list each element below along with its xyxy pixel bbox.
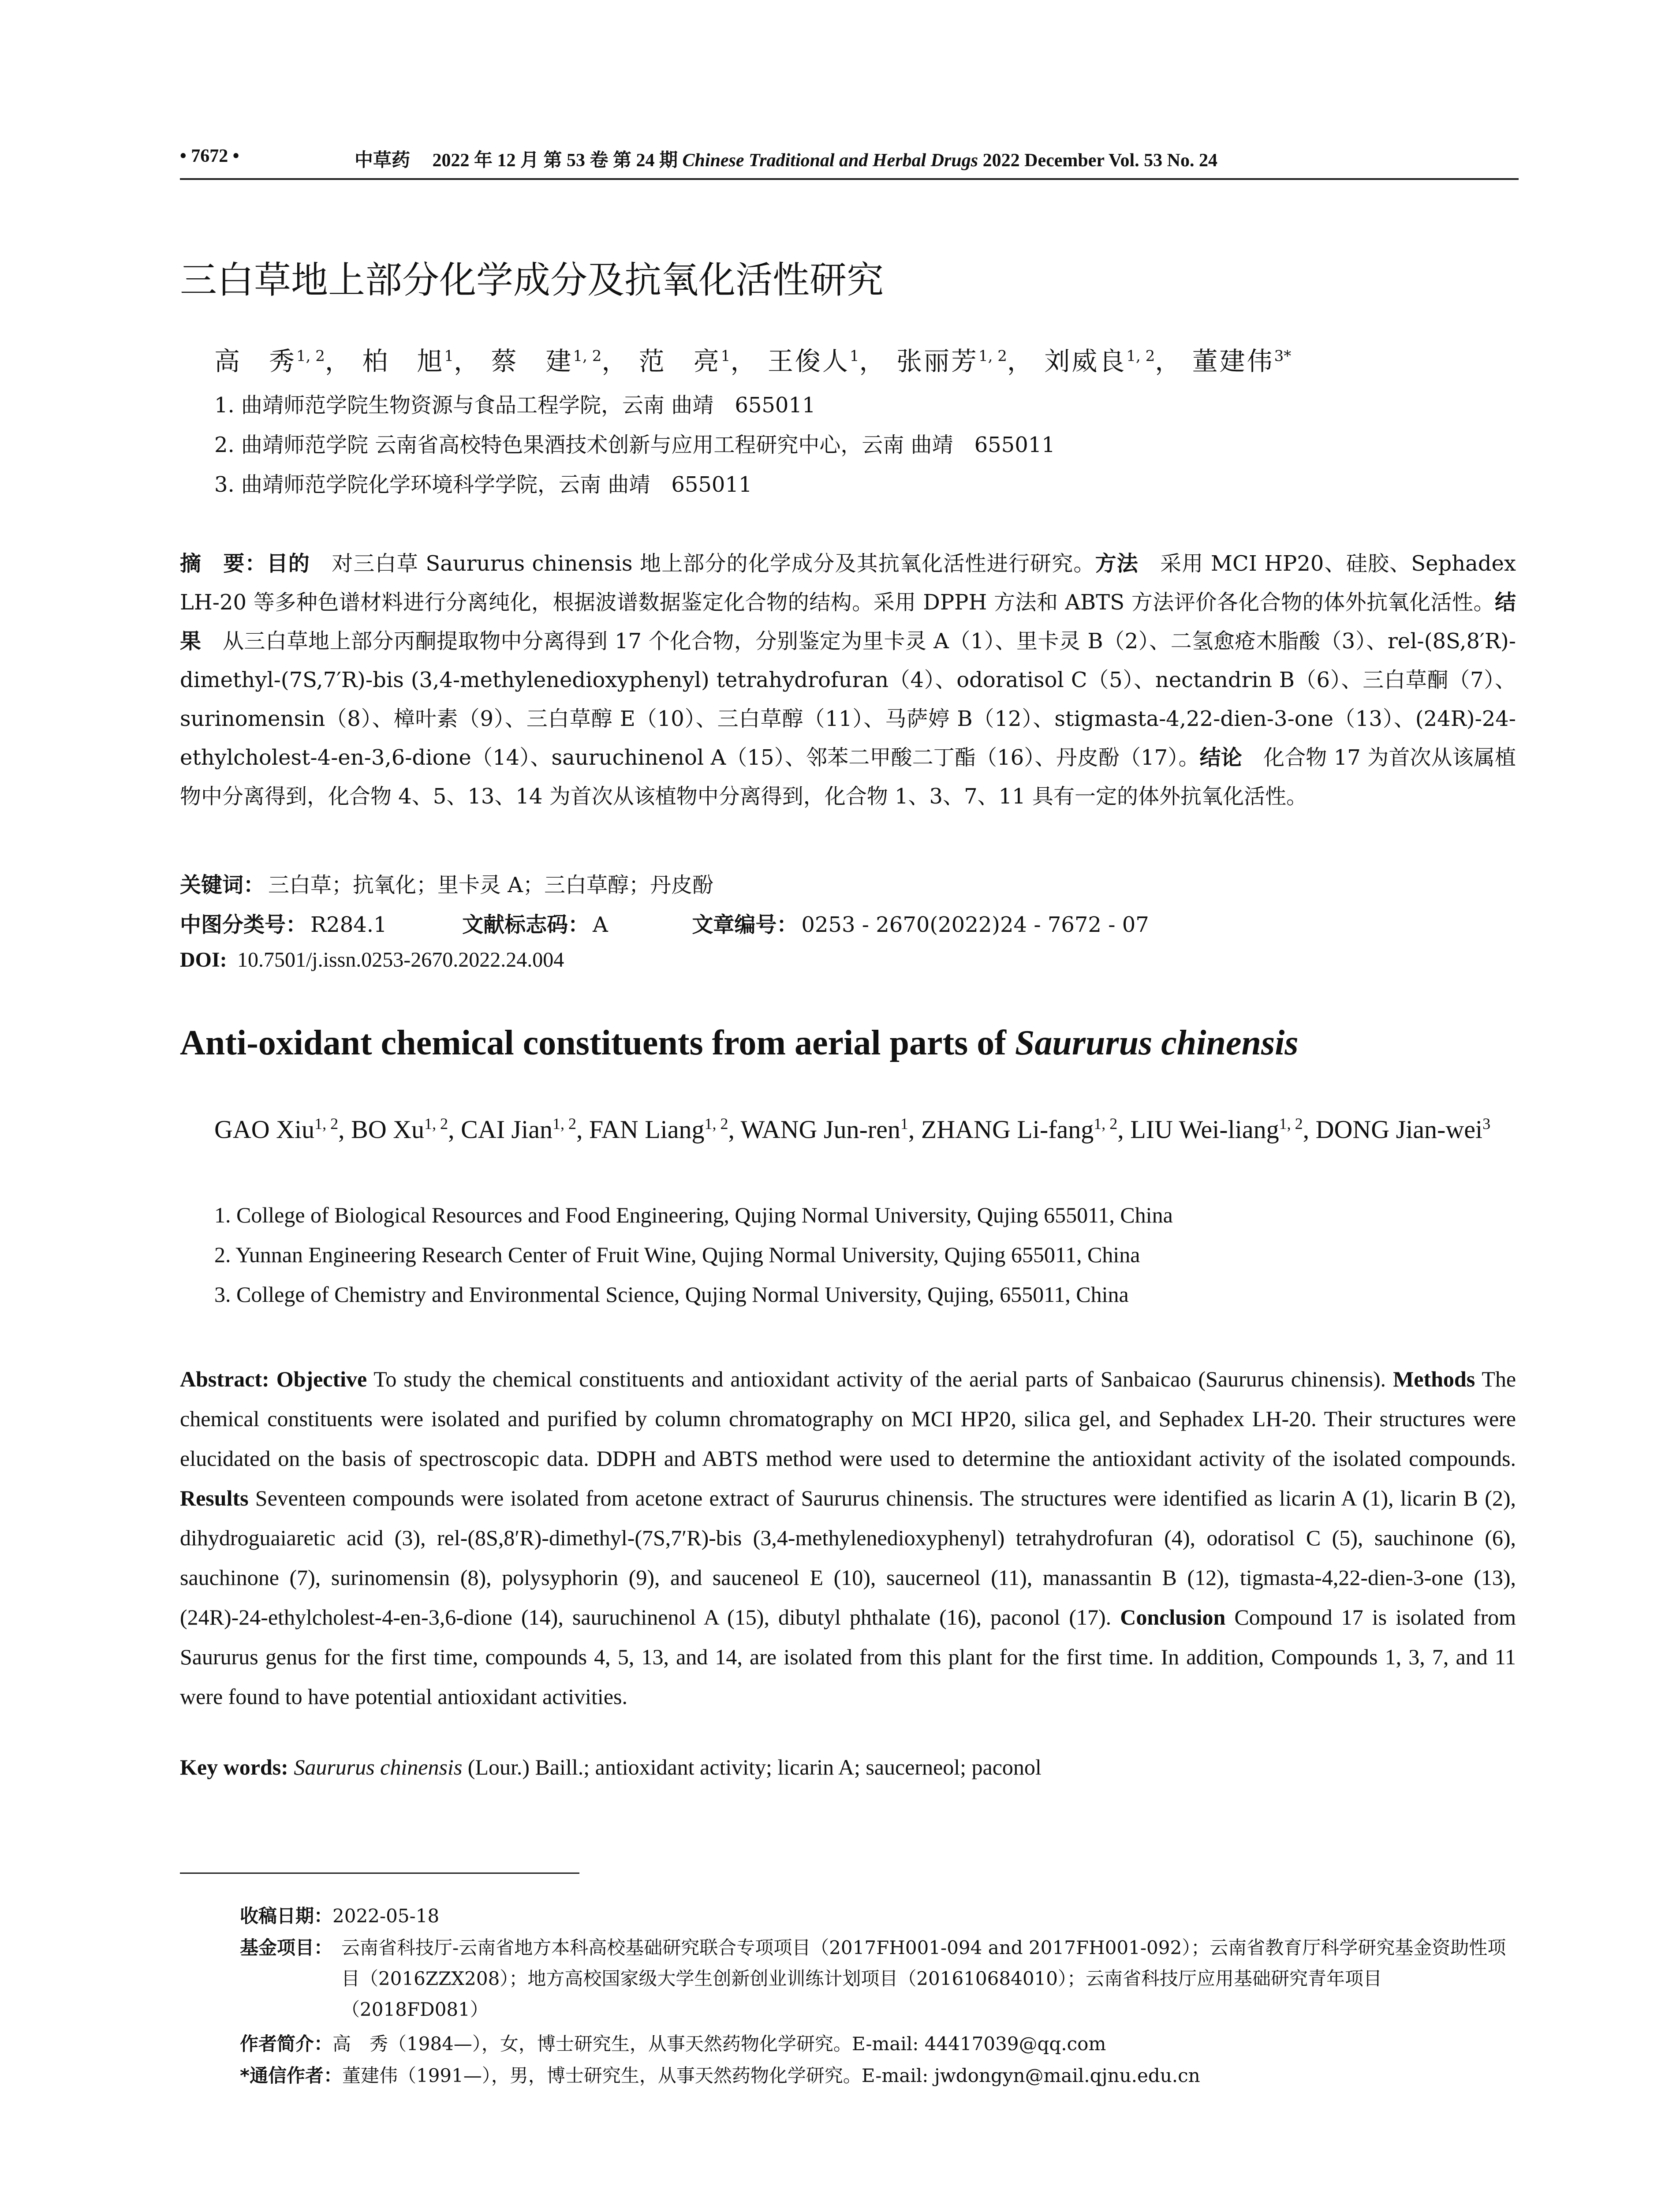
fund-text: 云南省科技厅-云南省地方本科高校基础研究联合专项项目（2017FH001-094 and 2017FH001-092）；云南省教育厅科学研究基金资助性项目（2016ZZX208）；地方高校国家级大学生创新创业训练计划项目（201610684010）；云南省科技厅应用基础研究青年项目（2018FD081）: [341, 1937, 1506, 2020]
author-zh: 柏 旭: [362, 346, 444, 376]
received-date: 2022-05-18: [332, 1905, 440, 1927]
methods-label-zh: 方法: [1095, 551, 1139, 576]
affiliation-en-1: 1. College of Biological Resources and Food Engineering, Qujing Normal University, Qujing 655011, China: [214, 1203, 1173, 1227]
author-en: GAO Xiu: [214, 1115, 315, 1144]
objective-text-en: To study the chemical constituents and antioxidant activity of the aerial parts of Sanbaicao (Saururus chinensis).: [367, 1367, 1386, 1391]
author-affil: 1, 2: [573, 347, 602, 365]
doi-line: [180, 947, 564, 972]
authors-en: GAO Xiu$^{1, 2}$, BO Xu$^{1, 2}$, CAI Jian$^{1, 2}$, FAN Liang$^{1, 2}$, WANG Jun-ren$^1$, ZHANG Li-fang$^{1, 2}$, LIU Wei-liang$^{1, 2}$, DONG Jian-wei$^3$: [214, 1115, 1491, 1144]
methods-label-en: Methods: [1393, 1367, 1475, 1391]
author-affil: 1: [721, 347, 731, 365]
author-zh: 蔡 建: [491, 346, 573, 376]
author-en: ZHANG Li-fang: [921, 1115, 1094, 1144]
results-label-zh: 结果: [180, 590, 1516, 654]
results-label-en: Results: [180, 1486, 249, 1510]
keywords-label-zh: 关键词：: [180, 873, 265, 897]
footnote-fund: [240, 1932, 1510, 2025]
keywords-species-en: Saururus chinensis: [294, 1755, 463, 1779]
corr-label: *通信作者：: [240, 2065, 342, 2086]
running-header: [180, 146, 1519, 180]
author-en: BO Xu: [351, 1115, 425, 1144]
journal-name-en: Chinese Traditional and Herbal Drugs: [682, 150, 978, 171]
author-affil: 1, 2: [704, 1115, 728, 1132]
author-zh: 张丽芳: [896, 346, 978, 376]
abstract-label-en: Abstract: Objective: [180, 1367, 367, 1391]
conclusion-text-zh: 化合物 17 为首次从该属植物中分离得到，化合物 4、5、13、14 为首次从该植物中分离得到，化合物 1、3、7、11 具有一定的体外抗氧化活性。: [180, 745, 1516, 809]
article-id-value: 0253 - 2670(2022)24 - 7672 - 07: [801, 912, 1149, 937]
doi-value: 10.7501/j.issn.0253-2670.2022.24.004: [237, 948, 564, 972]
classification-line: [180, 908, 1149, 938]
article-id-label: 文章编号：: [692, 912, 798, 937]
keywords-text-en: (Lour.) Baill.; antioxidant activity; licarin A; saucerneol; paconol: [462, 1755, 1042, 1779]
conclusion-label-zh: 结论: [1199, 745, 1242, 770]
author-en: DONG Jian-wei: [1315, 1115, 1483, 1144]
doi-label: DOI:: [180, 948, 227, 972]
title-en-species: Saururus chinensis: [1015, 1024, 1299, 1062]
author-zh: 高 秀: [214, 346, 297, 376]
keywords-zh: [180, 868, 713, 898]
author-zh: 王俊人: [767, 346, 850, 376]
author-en: FAN Liang: [589, 1115, 705, 1144]
author-affil: 1, 2: [314, 1115, 339, 1132]
authors-zh: 高 秀$^{1, 2}$， 柏 旭$^1$， 蔡 建$^{1, 2}$， 范 亮$^1$， 王俊人$^1$， 张丽芳$^{1, 2}$， 刘威良$^{1, 2}$， 董建伟$^{3*}$: [214, 346, 1292, 376]
author-affil: 1: [849, 347, 859, 365]
author-affil: 3*: [1274, 347, 1292, 365]
fund-label: 基金项目：: [240, 1937, 333, 1958]
author-affil: 1, 2: [1126, 347, 1155, 365]
author-zh: 范 亮: [638, 346, 721, 376]
keywords-label-en: Key words:: [180, 1755, 288, 1779]
author-affil: 1, 2: [978, 347, 1007, 365]
author-zh: 刘威良: [1044, 346, 1127, 376]
clc-label: 中图分类号：: [180, 912, 307, 937]
objective-text-zh: 对三白草 Saururus chinensis 地上部分的化学成分及其抗氧化活性进行研究。: [310, 551, 1095, 576]
footnote-divider: [180, 1872, 579, 1874]
journal-line: [355, 146, 1217, 172]
received-label: 收稿日期：: [240, 1905, 333, 1927]
results-text-en: Seventeen compounds were isolated from acetone extract of Saururus chinensis. The structures were identified as licarin A (1), licarin B (2), dihydroguaiaretic acid (3), rel-(8S,8′R)-dimethyl-(7S,7′R)-bis (3,4-methylenedioxyphenyl) tetrahydrofuran (4), odoratisol C (5), sauchinone (6), sauchinone (7), surinomensin (8), polysyphorin (9), and sauceneol E (10), saucerneol (11), manassantin B (12), tigmasta-4,22-dien-3-one (13), (24R)-24-ethylcholest-4-en-3,6-dione (14), sauruchinenol A (15), dibutyl phthalate (16), paconol (17).: [180, 1486, 1516, 1629]
abstract-zh: [180, 544, 1516, 816]
objective-label-zh: 目的: [266, 551, 310, 576]
footnote-author-bio: [240, 2029, 1106, 2059]
author-affil: 1, 2: [296, 347, 325, 365]
title-zh: 三白草地上部分化学成分及抗氧化活性研究: [180, 258, 884, 302]
corr-text: 董建伟（1991—），男，博士研究生，从事天然药物化学研究。E-mail: jwdongyn@mail.qjnu.edu.cn: [342, 2065, 1200, 2086]
page-number: • 7672 •: [180, 146, 239, 166]
author-affil: 1, 2: [552, 1115, 576, 1132]
keywords-en: [180, 1754, 1042, 1780]
abstract-en: [180, 1359, 1516, 1716]
author-affil: 1: [900, 1115, 908, 1132]
bio-text: 高 秀（1984—），女，博士研究生，从事天然药物化学研究。E-mail: 44417039@qq.com: [332, 2033, 1106, 2055]
author-en: WANG Jun-ren: [740, 1115, 900, 1144]
conclusion-label-en: Conclusion: [1120, 1605, 1226, 1629]
author-en: LIU Wei-liang: [1130, 1115, 1279, 1144]
doc-code-label: 文献标志码：: [462, 912, 590, 937]
methods-text-en: The chemical constituents were isolated and purified by column chromatography on MCI HP20, silica gel, and Sephadex LH-20. Their structures were elucidated on the basis of spectroscopic data. DDPH and ABTS method were used to determine the antioxidant activity of the isolated compounds.: [180, 1367, 1516, 1471]
affiliation-en-3: 3. College of Chemistry and Environmental Science, Qujing Normal University, Qujing, 655011, China: [214, 1282, 1129, 1307]
footnote-received: [240, 1901, 439, 1932]
affiliation-zh-3: 3. 曲靖师范学院化学环境科学学院，云南 曲靖 655011: [214, 472, 752, 497]
affiliation-zh-1: 1. 曲靖师范学院生物资源与食品工程学院，云南 曲靖 655011: [214, 393, 816, 418]
title-en-main: Anti-oxidant chemical constituents from aerial parts of: [180, 1024, 1006, 1062]
affiliation-zh-2: 2. 曲靖师范学院 云南省高校特色果酒技术创新与应用工程研究中心，云南 曲靖 655011: [214, 433, 1055, 457]
doc-code-value: A: [593, 912, 608, 937]
issue-en: 2022 December Vol. 53 No. 24: [982, 150, 1217, 171]
results-text-zh: 从三白草地上部分丙酮提取物中分离得到 17 个化合物，分别鉴定为里卡灵 A（1）、里卡灵 B（2）、二氢愈疮木脂酸（3）、rel-(8S,8′R)-dimethyl-(7S,7′R)-bis (3,4-methylenedioxyphenyl) tetrahydrofuran（4）、odoratisol C（5）、nectandrin B（6）、三白草酮（7）、surinomensin（8）、樟叶素（9）、三白草醇 E（10）、三白草醇（11）、马萨婷 B（12）、stigmasta-4,22-dien-3-one（13）、(24R)-24-ethylcholest-4-en-3,6-dione（14）、sauruchinenol A（15）、邻苯二甲酸二丁酯（16）、丹皮酚（17）。: [180, 629, 1516, 770]
footnote-corresponding: [240, 2060, 1200, 2091]
issue-zh: 2022 年 12 月 第 53 卷 第 24 期: [432, 150, 678, 171]
author-en: CAI Jian: [461, 1115, 553, 1144]
abstract-label-zh: 摘 要：: [180, 551, 267, 576]
clc-value: R284.1: [310, 912, 387, 937]
author-affil: 1, 2: [1279, 1115, 1303, 1132]
affiliation-en-2: 2. Yunnan Engineering Research Center of Fruit Wine, Qujing Normal University, Qujing 655011, China: [214, 1242, 1140, 1267]
keywords-text-zh: 三白草；抗氧化；里卡灵 A；三白草醇；丹皮酚: [268, 873, 713, 897]
bio-label: 作者简介：: [240, 2033, 333, 2055]
journal-name-zh: 中草药: [355, 149, 411, 171]
author-affil: 1, 2: [424, 1115, 448, 1132]
author-zh: 董建伟: [1192, 346, 1274, 376]
author-affil: 1: [444, 347, 454, 365]
author-affil: 3: [1482, 1115, 1491, 1132]
title-en: [180, 1023, 1298, 1063]
conclusion-text-en: Compound 17 is isolated from Saururus genus for the first time, compounds 4, 5, 13, and 14, are isolated from this plant for the first time. In addition, Compounds 1, 3, 7, and 11 were found to have potential antioxidant activities.: [180, 1605, 1516, 1709]
methods-text-zh: 采用 MCI HP20、硅胶、Sephadex LH-20 等多种色谱材料进行分离纯化，根据波谱数据鉴定化合物的结构。采用 DPPH 方法和 ABTS 方法评价各化合物的体外抗氧化活性。: [180, 551, 1516, 615]
author-affil: 1, 2: [1094, 1115, 1118, 1132]
